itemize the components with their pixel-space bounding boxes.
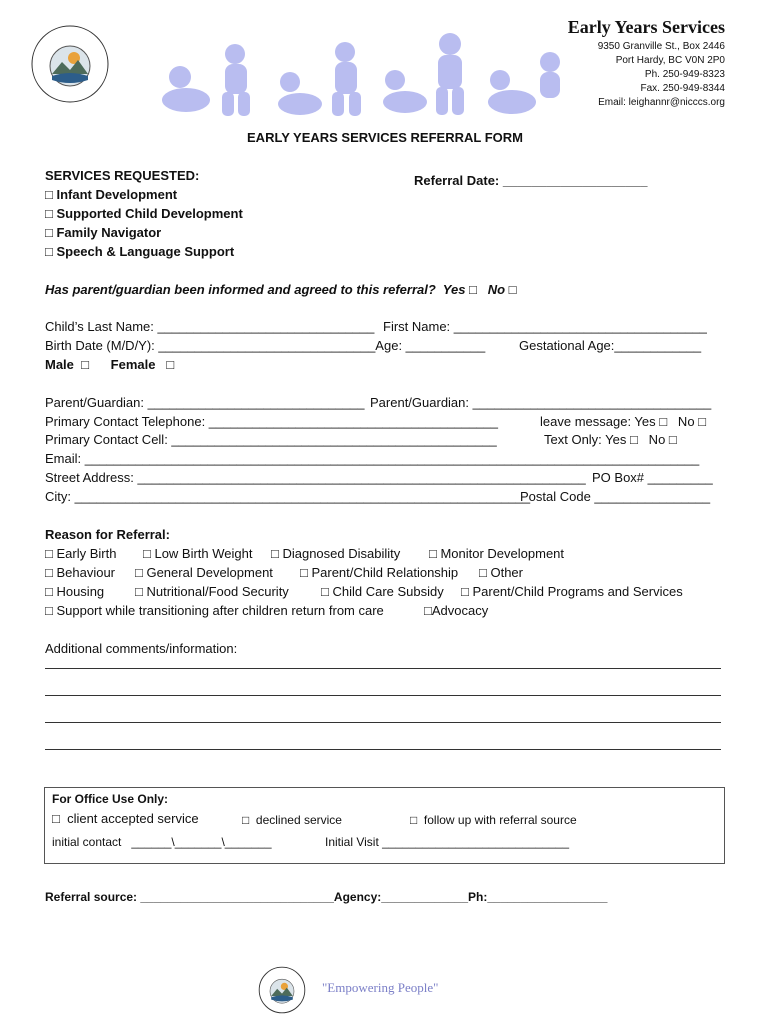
reason-parent-child-relationship[interactable]: □ Parent/Child Relationship: [300, 565, 459, 580]
primary-telephone-field[interactable]: Primary Contact Telephone: ________________________________________: [45, 414, 498, 429]
reason-parent-child-programs[interactable]: □ Parent/Child Programs and Services: [461, 584, 683, 599]
reason-general-development[interactable]: □ General Development: [135, 565, 273, 580]
reason-housing[interactable]: □ Housing: [45, 584, 105, 599]
org-fax: Fax. 250-949-8344: [640, 83, 725, 94]
office-initial-visit-field[interactable]: Initial Visit ____________________________: [325, 835, 570, 849]
city-field[interactable]: City: _______________________________________________________________: [45, 489, 531, 504]
guardian-consent-question[interactable]: Has parent/guardian been informed and agreed to this referral? Yes □ No □: [45, 282, 517, 297]
comment-line[interactable]: [45, 722, 721, 723]
parent-guardian-2-field[interactable]: Parent/Guardian: _________________________________: [370, 395, 712, 410]
org-email[interactable]: Email: leighannr@nicccs.org: [598, 97, 725, 108]
referral-source-field[interactable]: Referral source: _____________________________Agency:_____________Ph:__________________: [45, 890, 608, 904]
org-logo: [30, 24, 110, 104]
reason-monitor-development[interactable]: □ Monitor Development: [429, 546, 565, 561]
comment-line[interactable]: [45, 695, 721, 696]
office-declined-service[interactable]: □ declined service: [242, 813, 342, 827]
org-phone: Ph. 250-949-8323: [644, 69, 725, 80]
sex-checkboxes[interactable]: Male □ Female □: [45, 357, 175, 372]
address-line-2: Port Hardy, BC V0N 2P0: [615, 55, 725, 66]
office-initial-contact-field[interactable]: initial contact ______\_______\_______: [52, 835, 272, 849]
street-address-field[interactable]: Street Address: ______________________________________________________________: [45, 470, 586, 485]
children-figures-graphic: [150, 22, 570, 122]
form-title: EARLY YEARS SERVICES REFERRAL FORM: [247, 130, 523, 145]
services-heading: SERVICES REQUESTED:: [45, 168, 200, 183]
office-client-accepted[interactable]: □ client accepted service: [52, 811, 199, 826]
service-speech-language[interactable]: □ Speech & Language Support: [45, 244, 235, 259]
postal-code-field[interactable]: Postal Code ________________: [520, 489, 711, 504]
reason-advocacy[interactable]: □Advocacy: [424, 603, 489, 618]
reason-early-birth[interactable]: □ Early Birth: [45, 546, 117, 561]
email-field[interactable]: Email: _____________________________________________________________________________________: [45, 451, 700, 466]
comments-area[interactable]: [45, 668, 721, 758]
footer-quote: "Empowering People": [322, 980, 439, 995]
service-supported-child-development[interactable]: □ Supported Child Development: [45, 206, 243, 221]
leave-message-checkboxes[interactable]: leave message: Yes □ No □: [540, 414, 707, 429]
reason-low-birth-weight[interactable]: □ Low Birth Weight: [143, 546, 253, 561]
comments-label: Additional comments/information:: [45, 641, 238, 656]
service-infant-development[interactable]: □ Infant Development: [45, 187, 178, 202]
birth-date-age-field[interactable]: Birth Date (M/D/Y): ______________________________Age: ___________: [45, 338, 486, 353]
reason-other[interactable]: □ Other: [479, 565, 523, 580]
reason-behaviour[interactable]: □ Behaviour: [45, 565, 116, 580]
reason-heading: Reason for Referral:: [45, 527, 170, 542]
office-use-heading: For Office Use Only:: [52, 792, 169, 806]
child-last-name-field[interactable]: Child’s Last Name: ______________________________: [45, 319, 375, 334]
org-name: Early Years Services: [567, 17, 725, 37]
text-only-checkboxes[interactable]: Text Only: Yes □ No □: [544, 432, 677, 447]
comment-line[interactable]: [45, 749, 721, 750]
parent-guardian-1-field[interactable]: Parent/Guardian: ______________________________: [45, 395, 365, 410]
address-line-1: 9350 Granville St., Box 2446: [597, 41, 725, 52]
service-family-navigator[interactable]: □ Family Navigator: [45, 225, 162, 240]
primary-cell-field[interactable]: Primary Contact Cell: _____________________________________________: [45, 432, 497, 447]
reason-child-care-subsidy[interactable]: □ Child Care Subsidy: [321, 584, 444, 599]
child-first-name-field[interactable]: First Name: ___________________________________: [383, 319, 707, 334]
reason-support-transitioning[interactable]: □ Support while transitioning after children return from care: [45, 603, 384, 618]
po-box-field[interactable]: PO Box# _________: [592, 470, 713, 485]
gestational-age-field[interactable]: Gestational Age:____________: [519, 338, 702, 353]
reason-nutritional-food-security[interactable]: □ Nutritional/Food Security: [135, 584, 289, 599]
office-follow-up[interactable]: □ follow up with referral source: [410, 813, 577, 827]
reason-diagnosed-disability[interactable]: □ Diagnosed Disability: [271, 546, 401, 561]
footer-logo: [258, 966, 306, 1014]
comment-line[interactable]: [45, 668, 721, 669]
referral-date-field[interactable]: Referral Date: ____________________: [414, 173, 648, 188]
